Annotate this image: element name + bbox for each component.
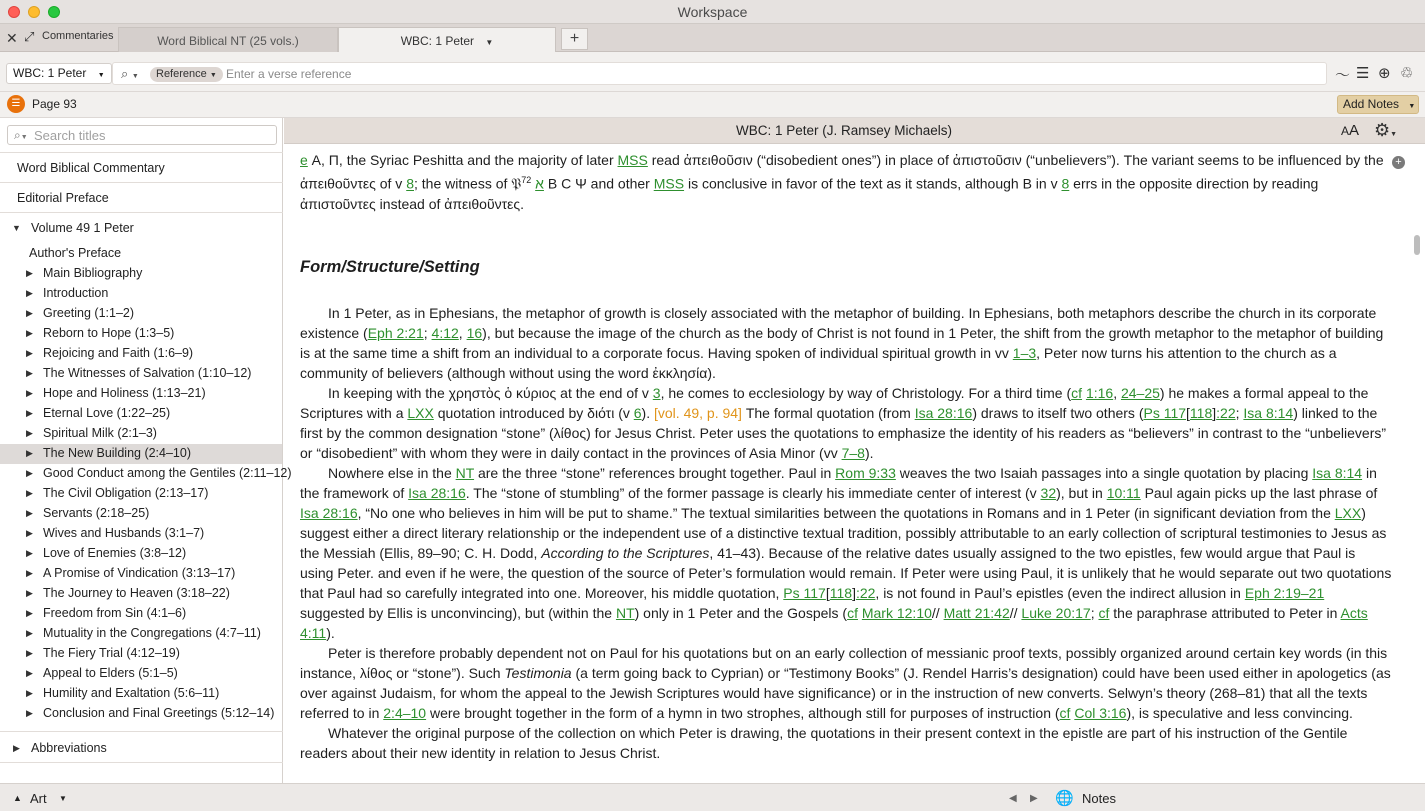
collapsed-triangle-icon[interactable]: ▶ [26, 328, 33, 338]
toc-item-word-biblical-commentary[interactable]: Word Biblical Commentary [17, 161, 165, 175]
footnote-link[interactable]: e [300, 152, 308, 168]
footnote-paragraph: e Α, Π, the Syriac Peshitta and the majority of later MSS read ἀπειθοῦσιν (“disobedient ones”) in place of ἀπιστοῦσιν (“unbelievers”). The variant seems to be influenced by the ἀπειθοῦντες of v 8; the witness of 𝔓$^{72}$ א B C Ψ and other MSS is conclusive in favor of the text as it stands, although B in v 8 errs in the opposite direction by reading ἀπιστοῦντες instead of ἀπειθοῦντες. [300, 152, 1384, 212]
tab-bar [0, 24, 1425, 52]
toc-section-item[interactable]: Reborn to Hope (1:3–5) [43, 326, 175, 340]
body-paragraph: Whatever the original purpose of the collection on which Peter is drawing, the quotations in their present context in the epistle are part of his instruction of the Gentile readers about their new identity in relation to Jesus Christ. [300, 724, 1348, 761]
collapsed-triangle-icon[interactable]: ▶ [26, 688, 33, 698]
toc-section-item[interactable]: The Civil Obligation (2:13–17) [43, 486, 209, 500]
collapsed-triangle-icon[interactable]: ▶ [26, 668, 33, 678]
table-of-contents-icon[interactable]: ☰ [7, 95, 25, 113]
toc-section-item[interactable]: Main Bibliography [43, 266, 143, 280]
toolbar [0, 52, 1425, 92]
toc-section-item[interactable]: Greeting (1:1–2) [43, 306, 135, 320]
collapsed-triangle-icon[interactable]: ▶ [26, 508, 33, 518]
scrollbar-thumb[interactable] [1414, 235, 1420, 255]
toc-item-authors-preface[interactable]: Author's Preface [29, 246, 122, 260]
sync-icon[interactable]: ♲ [1400, 65, 1414, 82]
collapse-up-icon[interactable]: ▲ [13, 793, 22, 803]
title-search-input[interactable] [34, 128, 264, 143]
add-circle-icon[interactable]: ⊕ [1378, 65, 1391, 82]
collapsed-triangle-icon[interactable]: ▶ [26, 388, 33, 398]
toc-item-abbreviations[interactable]: Abbreviations [31, 741, 107, 755]
collapsed-triangle-icon[interactable]: ▶ [26, 608, 33, 618]
chevron-down-icon: ▼ [97, 72, 105, 79]
add-notes-button[interactable]: Add Notes ▼ [1337, 95, 1419, 114]
divider [0, 182, 283, 183]
add-tab-button[interactable]: + [561, 28, 588, 50]
next-arrow-icon[interactable]: ▶ [1030, 793, 1038, 804]
toc-section-item[interactable]: Servants (2:18–25) [43, 506, 150, 520]
status-bar [0, 783, 1425, 811]
search-icon[interactable]: ⌕ ▼ [121, 66, 139, 81]
globe-icon[interactable]: 🌐 [1055, 790, 1074, 807]
notes-panel-label[interactable]: Notes [1082, 791, 1116, 806]
resource-label: WBC: 1 Peter [13, 66, 87, 80]
content-header [284, 118, 1425, 144]
collapsed-triangle-icon[interactable]: ▶ [26, 528, 33, 538]
collapsed-triangle-icon[interactable]: ▶ [26, 408, 33, 418]
collapsed-triangle-icon[interactable]: ▶ [26, 448, 33, 458]
divider [0, 152, 283, 153]
toc-section-item[interactable]: Mutuality in the Congregations (4:7–11) [43, 626, 261, 640]
collapsed-triangle-icon[interactable]: ▶ [26, 648, 33, 658]
toc-section-item[interactable]: Conclusion and Final Greetings (5:12–14) [43, 706, 275, 720]
toc-section-item[interactable]: Wives and Husbands (3:1–7) [43, 526, 205, 540]
list-view-icon[interactable]: ☰ [1356, 65, 1370, 82]
verse-reference-input[interactable] [226, 66, 1126, 82]
toc-section-item[interactable]: Freedom from Sin (4:1–6) [43, 606, 187, 620]
table-of-contents-sidebar [0, 118, 292, 783]
expanded-triangle-icon[interactable]: ▼ [12, 223, 21, 233]
collapsed-triangle-icon[interactable]: ▶ [26, 288, 33, 298]
toc-item-editorial-preface[interactable]: Editorial Preface [17, 191, 109, 205]
gear-icon[interactable]: ⚙▼ [1374, 120, 1398, 140]
toc-section-item[interactable]: The Witnesses of Salvation (1:10–12) [43, 366, 252, 380]
body-paragraph: Nowhere else in the NT are the three “stone” references brought together. Paul in Rom 9:33 weaves the two Isaiah passages into a single quotation by placing Isa 8:14 in the framework of Isa 28:16. The “stone of stumbling” of the former passage is clearly his immediate center of interest (v 32), but in 10:11 Paul again picks up the last phrase of Isa 28:16, “No one who believes in him will be put to shame.” The textual similarities between the quotations in Romans and in 1 Peter (in significant deviation from the LXX) suggest either a direct literary relationship or the independent use of a distinctive textual tradition, possibly attributable to an early collection of scriptural testimonies to Jesus as the Messiah (Ellis, 89–90; C. H. Dodd, According to the Scriptures, 41–43). Because of the relative dates usually assigned to the two epistles, few would argue that Paul is using Peter. and even if he were, the question of the source of Peter’s formulation would remain. If Peter were using Paul, it is unlikely that he would separate out two quotations that Paul had so carefully integrated into one. Moreover, his middle quotation, Ps 117[118]:22, is not found in Paul’s epistles (even the indirect allusion in Eph 2:19–21 suggested by Ellis is unconvincing), but (within the NT) only in 1 Peter and the Gospels (cf Mark 12:10// Matt 21:42// Luke 20:17; cf the paraphrase attributed to Peter in Acts 4:11). [300, 464, 1392, 641]
section-heading: Form/Structure/Setting [300, 257, 480, 276]
chevron-down-icon[interactable]: ▼ [59, 794, 67, 803]
page-indicator: Page 93 [32, 97, 77, 111]
article-body [300, 150, 1392, 763]
page-bar [0, 92, 1425, 118]
toc-section-item[interactable]: The Journey to Heaven (3:18–22) [43, 586, 230, 600]
divider [0, 212, 283, 213]
collapsed-triangle-icon[interactable]: ▶ [26, 428, 33, 438]
collapsed-triangle-icon[interactable]: ▶ [26, 348, 33, 358]
collapsed-triangle-icon[interactable]: ▶ [26, 308, 33, 318]
reference-search[interactable] [112, 62, 1327, 85]
collapsed-triangle-icon[interactable]: ▶ [26, 568, 33, 578]
title-search[interactable] [7, 125, 277, 145]
collapsed-triangle-icon[interactable]: ▶ [26, 708, 33, 718]
previous-arrow-icon[interactable]: ◀ [1009, 793, 1017, 804]
body-paragraph: In 1 Peter, as in Ephesians, the metaphor of growth is closely associated with the metaphor of building. In Ephesians, both metaphors describe the church in its corporate existence (Eph 2:21; 4:12, 16), but because the image of the church as the body of Christ is not found in 1 Peter, the shift from the growth metaphor to the metaphor of building is at the same time a shift from an individual to a corporate focus. Having spoken of individual spiritual growth in vv 1–3, Peter now turns his attention to the church as a community of believers (although without using the word ἐκκλησία). [300, 304, 1384, 381]
collapsed-triangle-icon[interactable]: ▶ [26, 268, 33, 278]
font-size-button[interactable]: AA [1341, 122, 1360, 139]
collapsed-triangle-icon[interactable]: ▶ [26, 548, 33, 558]
resource-title: WBC: 1 Peter (J. Ramsey Michaels) [735, 123, 953, 138]
collapsed-triangle-icon[interactable]: ▶ [26, 488, 33, 498]
panel-label: Commentaries [42, 30, 114, 42]
toc-section-item[interactable]: Hope and Holiness (1:13–21) [43, 386, 206, 400]
parallel-resources-icon[interactable]: 〜 [1335, 67, 1351, 84]
toc-section-item[interactable]: Love of Enemies (3:8–12) [43, 546, 187, 560]
toc-item-volume[interactable]: Volume 49 1 Peter [31, 221, 134, 235]
resource-selector[interactable] [6, 63, 112, 84]
divider [0, 731, 283, 732]
add-circle-icon[interactable]: + [1392, 156, 1405, 169]
search-icon: ⌕▼ [14, 128, 28, 142]
chevron-down-icon: ▼ [1408, 103, 1416, 110]
toc-section-item[interactable]: Eternal Love (1:22–25) [43, 406, 171, 420]
toc-section-item[interactable]: Humility and Exaltation (5:6–11) [43, 686, 220, 700]
collapsed-triangle-icon[interactable]: ▶ [26, 588, 33, 598]
toc-section-item[interactable]: Introduction [43, 286, 109, 300]
body-paragraph: In keeping with the χρηστὸς ὁ κύριος at the end of v 3, he comes to ecclesiology by way of Christology. For a third time (cf 1:16, 24–25) he makes a formal appeal to the Scriptures with a LXX quotation introduced by διότι (v 6). [vol. 49, p. 94] The formal quotation (from Isa 28:16) draws to itself two others (Ps 117[118]:22; Isa 8:14) linked to the first by the common designation “stone” (λίθος) for Jesus Christ. Peter uses the quotations to emphasize the identity of his readers as “believers” in contrast to the “unbelievers” or “disobedient” with whom they were in daily contact in the provinces of Asia Minor (vv 7–8). [300, 384, 1387, 461]
toc-section-item[interactable]: Rejoicing and Faith (1:6–9) [43, 346, 194, 360]
body-paragraph: Peter is therefore probably dependent not on Paul for his quotations but on an early collection of messianic proof texts, possibly organized around certain key words (in this instance, λίθος or “stone”). Such Testimonia (a term going back to Cyprian) or “Testimony Books” (J. Rendel Harris’s designation) could have been used either in apologetics (as over against Judaism, for whom the appeal to the Jewish Scriptures would have significance) or in the instruction of new converts. Selwyn’s theory (268–81) that all the texts referred to in 2:4–10 were brought together in the form of a hymn in two strophes, although still for purposes of instruction (cf Col 3:16), is speculative and less convincing. [300, 644, 1391, 721]
tab-wbc-1-peter[interactable] [338, 27, 556, 52]
collapsed-triangle-icon[interactable]: ▶ [26, 628, 33, 638]
tab-word-biblical-nt[interactable]: Word Biblical NT (25 vols.) [118, 27, 338, 52]
divider [0, 762, 283, 763]
art-panel-label[interactable]: Art [30, 791, 47, 806]
chevron-down-icon: ▼ [209, 72, 217, 79]
window-title: Workspace [677, 4, 748, 20]
window-titlebar [0, 0, 1425, 24]
toc-section-item[interactable]: A Promise of Vindication (3:13–17) [43, 566, 236, 580]
toc-section-item[interactable]: The Fiery Trial (4:12–19) [43, 646, 180, 660]
toc-section-item[interactable]: Appeal to Elders (5:1–5) [43, 666, 178, 680]
toc-section-item[interactable]: Spiritual Milk (2:1–3) [43, 426, 157, 440]
collapsed-triangle-icon[interactable]: ▶ [26, 468, 33, 478]
toc-section-item[interactable]: The New Building (2:4–10) [43, 446, 191, 460]
tab-label: WBC: 1 Peter [400, 34, 475, 48]
search-mode-pill[interactable]: Reference ▼ [150, 67, 223, 82]
collapsed-triangle-icon[interactable]: ▶ [26, 368, 33, 378]
toc-section-item[interactable]: Good Conduct among the Gentiles (2:11–12) [43, 466, 292, 480]
close-panel-icon[interactable]: ✕ [6, 30, 18, 46]
collapsed-triangle-icon[interactable]: ▶ [13, 743, 20, 753]
expand-panel-icon[interactable]: ⤢ [24, 29, 35, 44]
chevron-down-icon[interactable]: ▼ [485, 38, 494, 47]
